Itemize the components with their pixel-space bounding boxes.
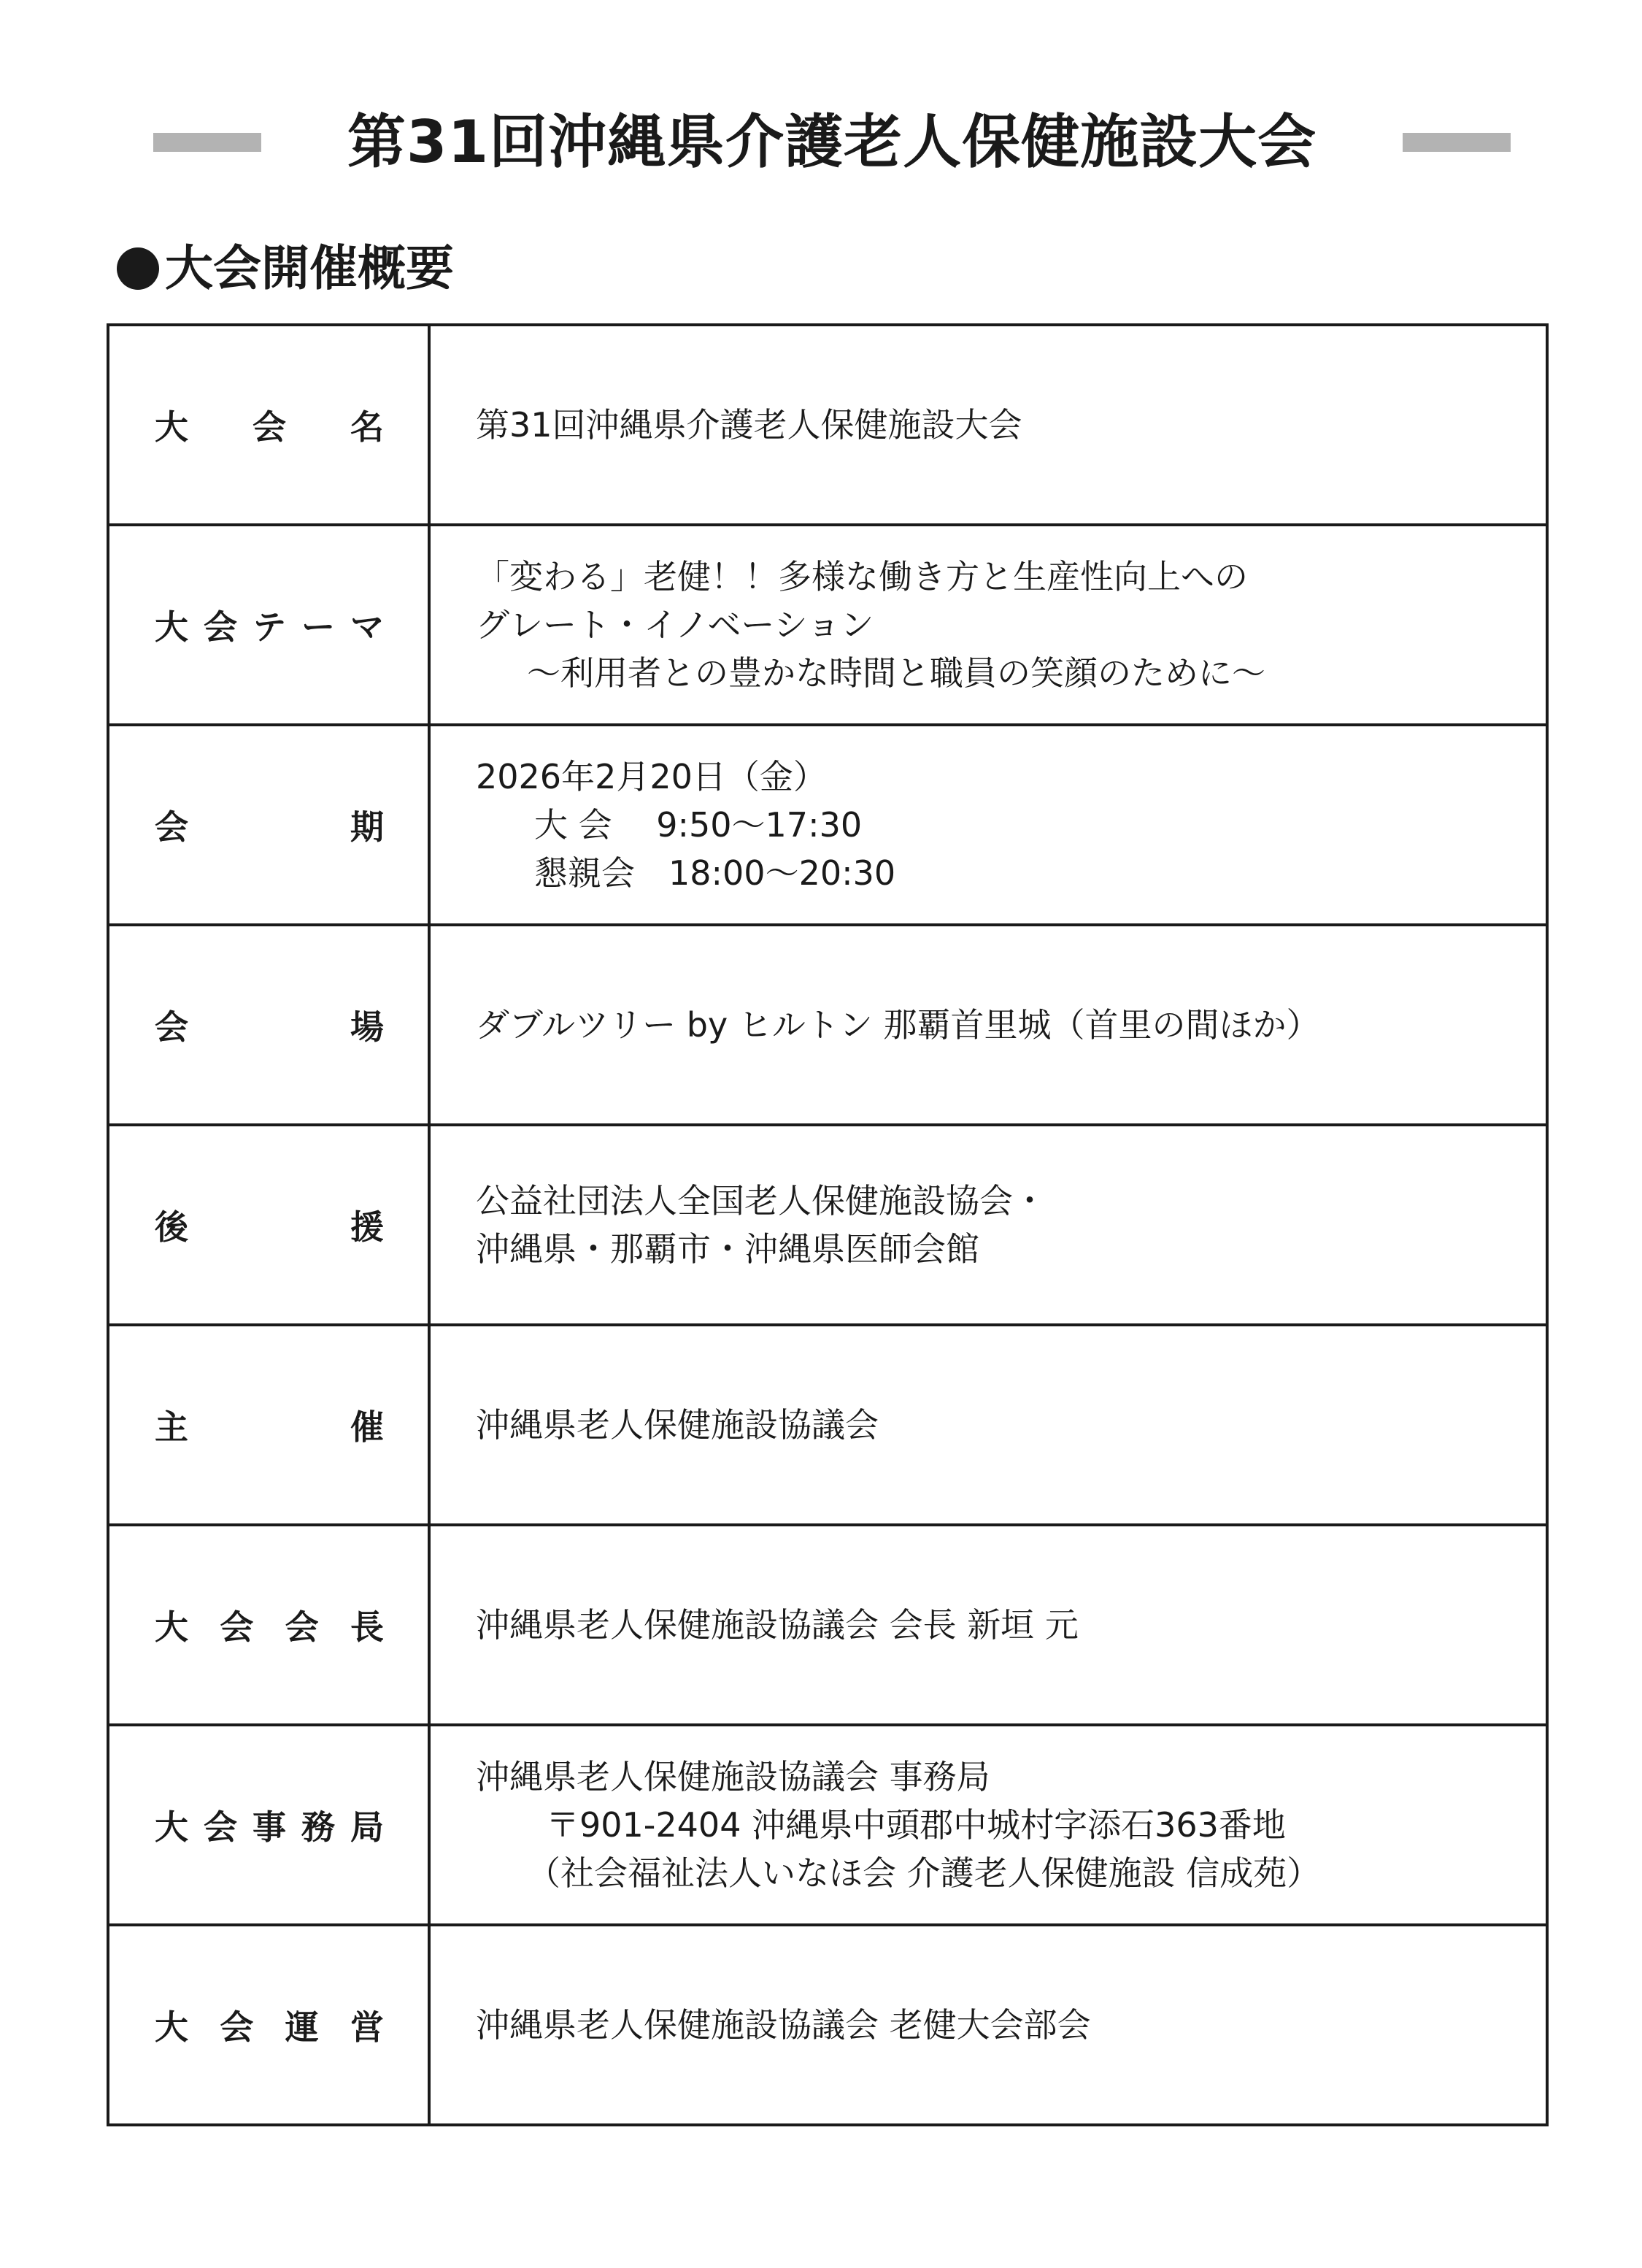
row-label-cell [108,725,429,925]
title-left-rule [153,133,261,152]
row-value-line: グレート・イノベーション [476,605,874,645]
title-banner [0,88,1642,197]
row-value-cell [429,525,1547,725]
row-value-line: 懇親会 18:00～20:30 [534,853,896,893]
row-value-line: 「変わる」老健！！多様な働き方と生産性向上への [476,557,1248,596]
row-value-cell [429,1725,1547,1925]
table-row-organizer [108,1325,1547,1525]
row-label: 大会テーマ [155,607,384,647]
row-value-cell [429,925,1547,1125]
row-value-cell [429,1925,1547,2125]
table-row-president [108,1525,1547,1725]
table-row-venue [108,925,1547,1125]
row-label: 大会運営 [155,2007,384,2047]
row-value-line: ～利用者との豊かな時間と職員の笑顔のために～ [527,653,1265,693]
row-label: 後援 [155,1207,384,1247]
row-label-cell [108,525,429,725]
row-value-line: 大 会 9:50～17:30 [534,805,863,845]
bullet-icon [117,247,159,290]
row-value-cell [429,1325,1547,1525]
row-label: 会期 [155,807,384,847]
row-label: 大会会長 [155,1607,384,1647]
row-value-line: 沖縄県老人保健施設協議会 事務局 [476,1757,990,1796]
table-row-management [108,1925,1547,2125]
page-title: 第31回沖縄県介護老人保健施設大会 [347,108,1317,176]
title-right-rule [1403,133,1511,152]
row-value-line: 沖縄県老人保健施設協議会 [476,1405,879,1445]
row-label-cell [108,1325,429,1525]
table-row-support [108,1125,1547,1325]
table-row-theme [108,525,1547,725]
row-value-line: 沖縄県老人保健施設協議会 老健大会部会 [476,2005,1091,2045]
row-value-line: ダブルツリー by ヒルトン 那覇首里城（首里の間ほか） [476,1005,1320,1045]
row-value-line: （社会福祉法人いなほ会 介護老人保健施設 信成苑） [527,1853,1321,1893]
row-value-cell [429,325,1547,525]
row-value-line: 第31回沖縄県介護老人保健施設大会 [476,405,1022,445]
row-label: 大会事務局 [155,1807,384,1847]
row-label-cell [108,1925,429,2125]
table-row-dates [108,725,1547,925]
row-label-cell [108,1525,429,1725]
row-label: 主催 [155,1407,384,1447]
row-value-line: 2026年2月20日（金） [476,757,827,796]
row-value-line: 沖縄県・那覇市・沖縄県医師会館 [476,1229,979,1269]
overview-table [107,323,1549,2126]
row-label-cell [108,1725,429,1925]
row-label: 大会名 [155,407,384,447]
table-row-event-name [108,325,1547,525]
row-label-cell [108,925,429,1125]
row-value-cell [429,725,1547,925]
row-value-line: 公益社団法人全国老人保健施設協会・ [476,1181,1047,1221]
row-label: 会場 [155,1007,384,1047]
row-value-cell [429,1525,1547,1725]
table-row-secretariat [108,1725,1547,1925]
section-heading [117,232,454,305]
row-value-cell [429,1125,1547,1325]
section-heading-text: 大会開催概要 [165,240,454,296]
row-label-cell [108,1125,429,1325]
row-label-cell [108,325,429,525]
row-value-line: 〒901-2404 沖縄県中頭郡中城村字添石363番地 [546,1805,1286,1845]
row-value-line: 沖縄県老人保健施設協議会 会長 新垣 元 [476,1605,1079,1645]
